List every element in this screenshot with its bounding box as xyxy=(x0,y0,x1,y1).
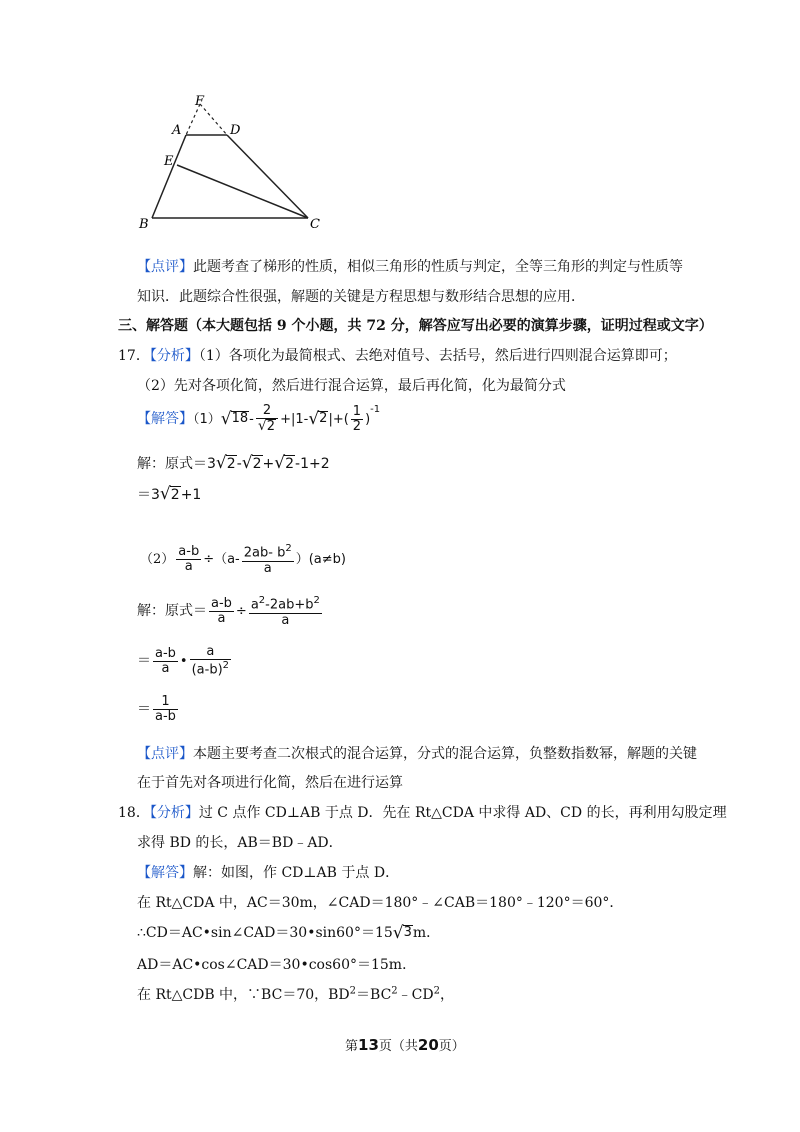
part-label: （2） xyxy=(140,551,175,567)
segment-dc xyxy=(227,135,308,218)
radicand: 2 xyxy=(226,456,236,473)
unit: m． xyxy=(412,925,441,941)
equals: ＝ xyxy=(137,652,151,669)
sqrt-2: √ 2 xyxy=(215,453,236,474)
denominator: a xyxy=(161,660,170,676)
q18-analysis-line1 xyxy=(118,802,727,822)
numerator: 1 xyxy=(352,403,362,419)
comment-16-line2: 知识．此题综合性很强，解题的关键是方程思想与数形结合思想的应用． xyxy=(137,289,585,305)
q18-answer-line2: 在 Rt△CDA 中，AC＝30m，∠CAD＝180°﹣∠CAB＝180°﹣120°＝60°． xyxy=(137,895,624,911)
answer-tag: 【解答】 xyxy=(137,411,193,428)
comment-16-line1 xyxy=(137,256,683,276)
sqrt-2: √ 2 xyxy=(274,453,295,474)
sqrt-2: √ 2 xyxy=(308,409,328,430)
comment-text: 此题考查了梯形的性质，相似三角形的性质与判定，全等三角形的判定与性质等 xyxy=(193,259,683,275)
q17-part1-solution xyxy=(137,453,330,473)
q17-number: 17． xyxy=(118,348,150,364)
denominator: a xyxy=(184,558,193,574)
page-footer xyxy=(345,1035,465,1054)
q18-answer-line3 xyxy=(137,922,440,942)
denominator: a xyxy=(263,560,272,576)
q17-analysis-line1 xyxy=(118,345,677,365)
analysis-tag: 【分析】 xyxy=(149,805,199,821)
footer-middle: 页（共 xyxy=(378,1039,418,1054)
point-b-label: B xyxy=(139,217,149,232)
division: ÷ xyxy=(235,603,247,619)
solution-prefix: 解：原式＝ xyxy=(137,456,207,472)
numerator: a-b xyxy=(211,595,232,611)
q18-answer-line1 xyxy=(137,862,399,882)
radicand: 2 xyxy=(285,456,295,473)
exponent: 2 xyxy=(349,985,357,997)
sqrt-18: √ 18 xyxy=(220,409,249,430)
comment-text: 本题主要考查二次根式的混合运算，分式的混合运算，负整数指数幂，解题的关键 xyxy=(193,746,697,762)
division: ÷（a- xyxy=(203,551,240,567)
numerator: 1 xyxy=(161,694,170,709)
segment-ec xyxy=(177,165,308,218)
abs-open: +|1- xyxy=(280,412,309,428)
q18-analysis-line2: 求得 BD 的长，AB＝BD﹣AD． xyxy=(137,835,343,851)
operator: - xyxy=(236,456,242,472)
exponent: 2 xyxy=(391,985,398,997)
footer-prefix: 第 xyxy=(345,1039,359,1054)
fraction-2-over-sqrt2 xyxy=(256,404,278,435)
exponent: 2 xyxy=(313,595,320,606)
solution-prefix: 解：原式＝ xyxy=(137,602,207,619)
radicand: 2 xyxy=(266,419,276,435)
fraction-a-minus-b-over-a xyxy=(176,545,201,575)
fraction-2ab xyxy=(242,543,294,576)
bc-expression: ＝BC xyxy=(356,987,392,1003)
operator: + xyxy=(262,456,275,472)
q18-answer-line5 xyxy=(137,984,454,1004)
denominator: (a-b) xyxy=(191,662,223,678)
page-number: 13 xyxy=(358,1036,379,1054)
exponent: -1 xyxy=(370,403,381,415)
exponent: 2 xyxy=(258,595,266,606)
multiply-dot: • xyxy=(179,653,188,669)
segment-fd xyxy=(200,104,227,135)
q17-comment-line2: 在于首先对各项进行化简，然后在进行运算 xyxy=(137,775,403,791)
point-a-label: A xyxy=(172,123,182,138)
radicand: 18 xyxy=(231,411,249,427)
trapezoid-figure xyxy=(130,90,330,235)
numerator: 2ab- b xyxy=(243,545,286,561)
q17-part2-solution-3 xyxy=(137,695,180,725)
point-e-label: E xyxy=(164,154,174,169)
segment-ab xyxy=(152,135,186,218)
point-f-label: F xyxy=(195,94,205,109)
coefficient: 3 xyxy=(207,456,216,472)
fraction-square xyxy=(249,595,322,628)
numerator-a: a xyxy=(250,597,259,613)
answer-tag: 【解答】 xyxy=(137,865,193,881)
point-d-label: D xyxy=(230,123,241,138)
q17-analysis-line2: （2）先对各项化简，然后进行混合运算，最后再化简，化为最简分式 xyxy=(137,378,566,394)
numerator-b: -2ab+b xyxy=(265,597,314,613)
result-prefix: ＝3 xyxy=(137,487,160,503)
numerator: 2 xyxy=(262,403,272,418)
analysis-text: 过 C 点作 CD⊥AB 于点 D．先在 Rt△CDA 中求得 AD、CD 的长，再利用勾股定理 xyxy=(198,805,727,821)
operator: - xyxy=(249,412,254,428)
cd-expression: ∴CD＝AC•sin∠CAD＝30•sin60°＝15 xyxy=(137,925,393,941)
total-pages: 20 xyxy=(417,1036,439,1054)
section-title: 三、解答题（本大题包括 9 个小题，共 72 分，解答应写出必要的演算步骤，证明过程或文字） xyxy=(118,318,713,334)
answer-text: 解：如图，作 CD⊥AB 于点 D． xyxy=(193,865,400,881)
exponent: 2 xyxy=(222,660,230,672)
tail: ）(a≠b) xyxy=(295,551,346,567)
q17-part2-solution-2 xyxy=(137,645,233,678)
denominator: a-b xyxy=(155,709,176,725)
denominator: 2 xyxy=(352,419,362,435)
q17-comment-line1 xyxy=(137,743,697,763)
sqrt-3: √ 3 xyxy=(392,922,412,943)
fraction-half xyxy=(351,405,363,435)
fraction-result xyxy=(153,695,178,725)
tail: +1 xyxy=(180,487,202,503)
comma: ， xyxy=(439,987,454,1003)
radicand: 2 xyxy=(319,411,328,427)
numerator: a-b xyxy=(178,543,200,559)
comment-tag: 【点评】 xyxy=(137,746,193,762)
q17-part1-expression xyxy=(137,404,380,435)
exponent: 2 xyxy=(285,543,292,554)
tail: -1+2 xyxy=(295,456,330,472)
bd-expression: 在 Rt△CDB 中，∵BC＝70，BD xyxy=(137,987,350,1003)
comment-tag: 【点评】 xyxy=(137,259,193,275)
exponent: 2 xyxy=(433,985,440,997)
footer-suffix: 页） xyxy=(438,1039,465,1054)
numerator: a-b xyxy=(155,645,176,661)
point-c-label: C xyxy=(310,217,320,232)
fraction-a-minus-b-over-a xyxy=(153,647,178,677)
denominator: a xyxy=(217,610,226,626)
q18-number: 18． xyxy=(118,805,150,821)
denominator: a xyxy=(281,612,290,628)
equals: ＝ xyxy=(137,701,151,718)
q17-part2-solution-1 xyxy=(137,595,324,628)
q17-part1-result xyxy=(137,484,201,504)
fraction-a-minus-b-over-a xyxy=(209,597,234,627)
paren-close: ) xyxy=(365,412,371,428)
abs-close: |+( xyxy=(328,412,349,428)
sqrt-2: √ 2 xyxy=(241,453,262,474)
fraction-a-over-square xyxy=(190,645,231,678)
radicand: 2 xyxy=(252,456,262,473)
analysis-tag: 【分析】 xyxy=(149,348,199,364)
q18-answer-line4: AD＝AC•cos∠CAD＝30•cos60°＝15m． xyxy=(137,957,417,973)
radicand: 3 xyxy=(403,924,412,940)
radicand: 2 xyxy=(170,487,180,504)
sqrt-2: √ 2 xyxy=(159,484,180,505)
q17-part2-expression xyxy=(140,543,346,576)
sqrt-2: √ 2 xyxy=(257,418,276,435)
cd-expression: ﹣CD xyxy=(397,987,434,1003)
part-label: （1） xyxy=(193,412,221,428)
analysis-text: （1）各项化为最简根式、去绝对值号、去括号，然后进行四则混合运算即可； xyxy=(198,348,677,364)
numerator: a xyxy=(206,644,215,659)
